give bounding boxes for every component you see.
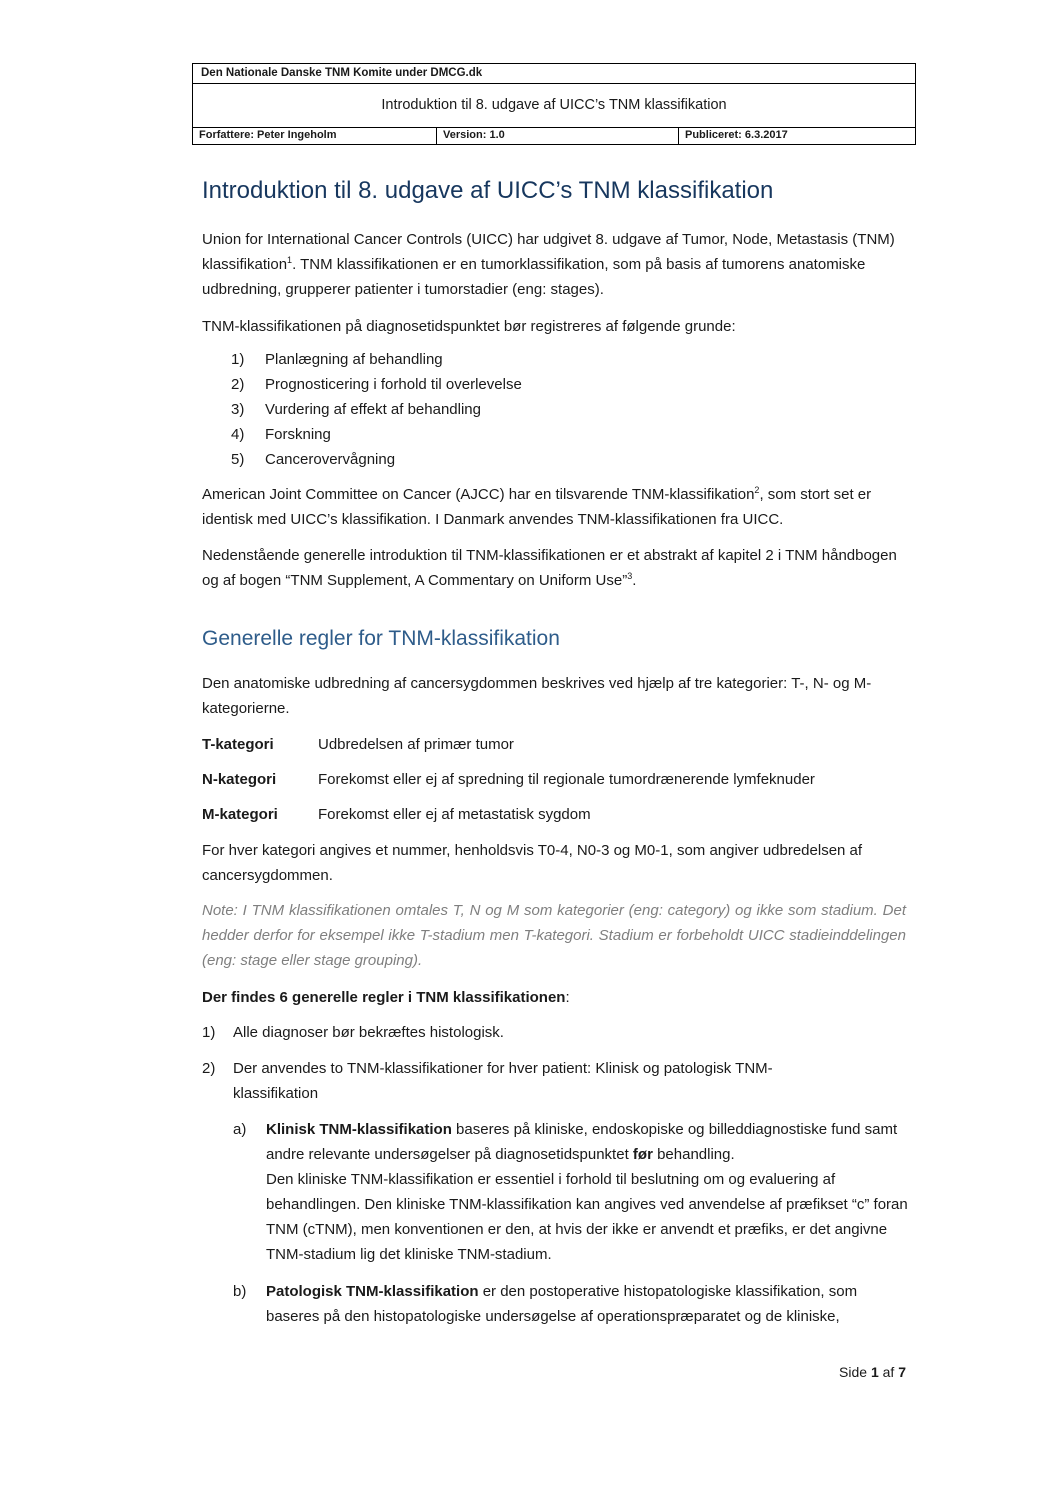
reasons-list — [231, 347, 522, 472]
category-row-t: T-kategori Udbredelsen af primær tumor — [202, 736, 514, 753]
intro-paragraph-4: Nedenstående generelle introduktion til TNM-klassifikationen er et abstrakt af kapitel 2 i TNM håndbogen og af bogen “TNM Supplement, A Commentary on Uniform Use”$^3$. — [202, 547, 897, 589]
header-meta — [193, 128, 915, 144]
category-row-n: N-kategori Forekomst eller ej af spredning til regionale tumordrænerende lymfeknuder — [202, 771, 815, 788]
footnote-ref-1[interactable]: 1 — [287, 255, 293, 265]
rules-intro: Der findes 6 generelle regler i TNM klassifikationen: — [202, 989, 570, 1006]
footnote-ref-3[interactable]: 3 — [627, 571, 633, 581]
intro-paragraph-1 — [202, 227, 906, 302]
document-page: Den Nationale Danske TNM Komite under DMCG.dk Introduktion til 8. udgave af UICC’s TNM klassifikation Forfattere: Peter Ingeholm Version: 1.0 Publiceret: 6.3.2017 Introduktion til 8. udgave af UICC’s TNM klassifikation Union for International Cancer Controls (UICC) har udgivet 8. udgave af Tumor, Node, Metastasis (TNM) klassifikation$^1$. TNM klassifikationen er en tumorklassifikation, som på basis af tumorens anatomiske udbredning, grupperer patienter i tumorstadier (eng: stages). TNM-klassifikationen på diagnosetidspunktet bør registreres af følgende grunde: 1) Planlægning af behandling 2) Prognosticering i forhold til overlevelse 3) Vurdering af effekt af behandling 4) Forskning 5) Cancerovervågning American Joint Committee on Cancer (AJCC) har en tilsvarende TNM-klassifikation$^2$, som stort set er identisk med UICC’s klassifikation. I Danmark anvendes TNM-klassifikationen fra UICC. Nedenstående generelle introduktion til TNM-klassifikationen er et abstrakt af kapitel 2 i TNM håndbogen og af bogen “TNM Supplement, A Commentary on Uniform Use”$^3$. Generelle regler for TNM-klassifikation Den anatomiske udbredning af cancersygdommen beskrives ved hjælp af tre kategorier: T-, N- og M-kategorierne. T-kategori Udbredelsen af primær tumor N-kategori Forekomst eller ej af spredning til regionale tumordrænerende lymfeknuder M-kategori Forekomst eller ej af metastatisk sygdom For hver kategori angives et nummer, henholdsvis T0-4, N0-3 og M0-1, som angiver udbredelsen af cancersygdommen. Note: I TNM klassifikationen omtales T, N og M som kategorier (eng: category) og ikke som stadium. Det hedder derfor for eksempel ikke T-stadium men T-kategori. Stadium er forbeholdt UICC stadieinddelingen (eng: stage eller stage grouping). Der findes 6 generelle regler i TNM klassifikationen: 1) Alle diagnoser bør bekræftes histologisk. 2) Der anvendes to TNM-klassifikationer for hver patient: Klinisk og patologisk TNM-klassifikation a) Klinisk TNM-klassifikation baseres på kliniske, endoskopiske og billeddiagnostiske fund samt andre relevante undersøgelser på diagnosetidspunktet før behandling. Den kliniske TNM-klassifikation er essentiel i forhold til beslutning om og evaluering af behandlingen. Den kliniske TNM-klassifikation kan angives ved anvendelse af præfikset “c” foran TNM (cTNM), men konventionen er den, at hvis der ikke er anvendt et præfiks, er det angivne TNM-stadium lig det kliniske TNM-stadium. b) Patologisk TNM-klassifikation er den postoperative histopatologiske klassifikation, som baseres på den histopatologiske undersøgelse af operationspræparatet og de kliniske, Side 1 af 7 — [0, 0, 1058, 1497]
header-published: Publiceret: 6.3.2017 — [685, 129, 788, 141]
footnote-ref-2[interactable]: 2 — [754, 485, 760, 495]
intro-paragraph-2: TNM-klassifikationen på diagnosetidspunktet bør registreres af følgende grunde: — [202, 318, 736, 335]
page-title: Introduktion til 8. udgave af UICC’s TNM klassifikation — [202, 177, 774, 204]
header-org: Den Nationale Danske TNM Komite under DMCG.dk — [193, 64, 915, 84]
intro-p1-b: . TNM klassifikationen er en tumorklassifikation, som på basis af tumorens anatomiske udbredning, grupperer patienter i tumorstadier (eng: stages). — [202, 256, 866, 298]
category-row-m: M-kategori Forekomst eller ej af metastatisk sygdom — [202, 806, 591, 823]
header-table — [192, 63, 916, 145]
list-item: 3) Vurdering af effekt af behandling — [231, 401, 481, 418]
header-title: Introduktion til 8. udgave af UICC’s TNM klassifikation — [193, 84, 915, 128]
note-paragraph: Note: I TNM klassifikationen omtales T, N og M som kategorier (eng: category) og ikke som stadium. Det hedder derfor for eksempel ikke T-stadium men T-kategori. Stadium er forbeholdt UICC stadieinddelingen (eng: stage eller stage grouping). — [202, 902, 906, 969]
header-version: Version: 1.0 — [437, 128, 679, 144]
list-item: 1) Planlægning af behandling — [231, 351, 443, 368]
intro-paragraph-3: American Joint Committee on Cancer (AJCC) har en tilsvarende TNM-klassifikation$^2$, som stort set er identisk med UICC’s klassifikation. I Danmark anvendes TNM-klassifikationen fra UICC. — [202, 485, 872, 528]
list-item: 2) Prognosticering i forhold til overlevelse — [231, 376, 522, 393]
section-paragraph-2: For hver kategori angives et nummer, henholdsvis T0-4, N0-3 og M0-1, som angiver udbredelsen af cancersygdommen. — [202, 842, 863, 884]
list-item: 5) Cancerovervågning — [231, 451, 396, 468]
page-footer: Side 1 af 7 — [839, 1364, 906, 1380]
header-author: Forfattere: Peter Ingeholm — [193, 128, 437, 144]
list-item: 4) Forskning — [231, 426, 331, 443]
section-paragraph-1: Den anatomiske udbredning af cancersygdommen beskrives ved hjælp af tre kategorier: T-, N- og M-kategorierne. — [202, 675, 872, 717]
intro-p1-a: Union for International Cancer Controls (UICC) har udgivet 8. udgave af Tumor, Node, Metastasis (TNM) klassifikation — [202, 231, 895, 273]
section-heading: Generelle regler for TNM-klassifikation — [202, 627, 560, 650]
